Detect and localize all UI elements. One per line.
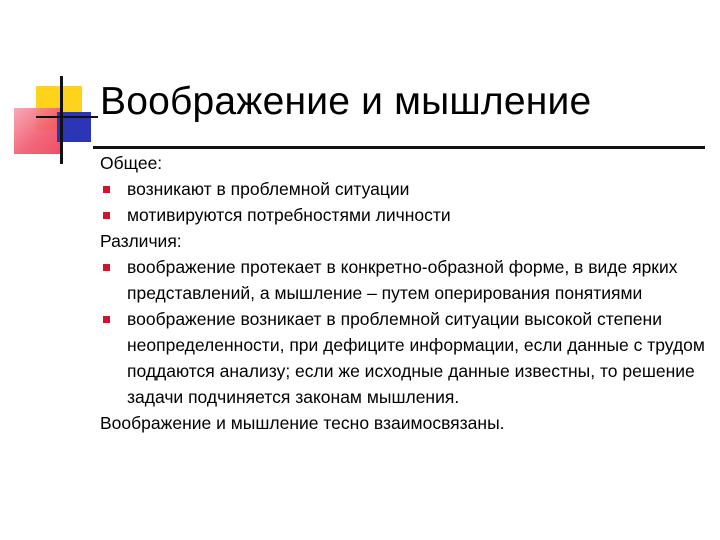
closing-statement: Воображение и мышление тесно взаимосвязаны. bbox=[100, 413, 505, 433]
square-bullet-icon bbox=[103, 316, 110, 323]
list-item bbox=[100, 306, 705, 410]
list-item bbox=[100, 202, 705, 228]
logo-horizontal-line bbox=[36, 116, 98, 118]
section-heading-common: Общее: bbox=[100, 153, 163, 173]
list-item bbox=[100, 254, 705, 306]
list-item bbox=[100, 176, 705, 202]
slide-title: Воображение и мышление bbox=[100, 80, 592, 123]
list-item-text: воображение протекает в конкретно-образной форме, в виде ярких представлений, а мышление – путем оперирования понятиями bbox=[127, 257, 678, 303]
list-item-text: возникают в проблемной ситуации bbox=[127, 179, 410, 199]
title-underline bbox=[93, 146, 705, 149]
list-item-text: мотивируются потребностями личности bbox=[127, 205, 451, 225]
logo-vertical-line bbox=[60, 76, 63, 164]
section-heading-differences: Различия: bbox=[100, 231, 182, 251]
slide-body bbox=[100, 150, 705, 436]
logo-pink-square bbox=[14, 108, 62, 154]
list-item-text: воображение возникает в проблемной ситуации высокой степени неопределенности, при дефиците информации, если данные с трудом поддаются анализу; если же исходные данные известны, то решение задачи подчиняется законам мышления. bbox=[127, 309, 705, 407]
square-bullet-icon bbox=[103, 212, 110, 219]
square-bullet-icon bbox=[103, 264, 110, 271]
square-bullet-icon bbox=[103, 186, 110, 193]
